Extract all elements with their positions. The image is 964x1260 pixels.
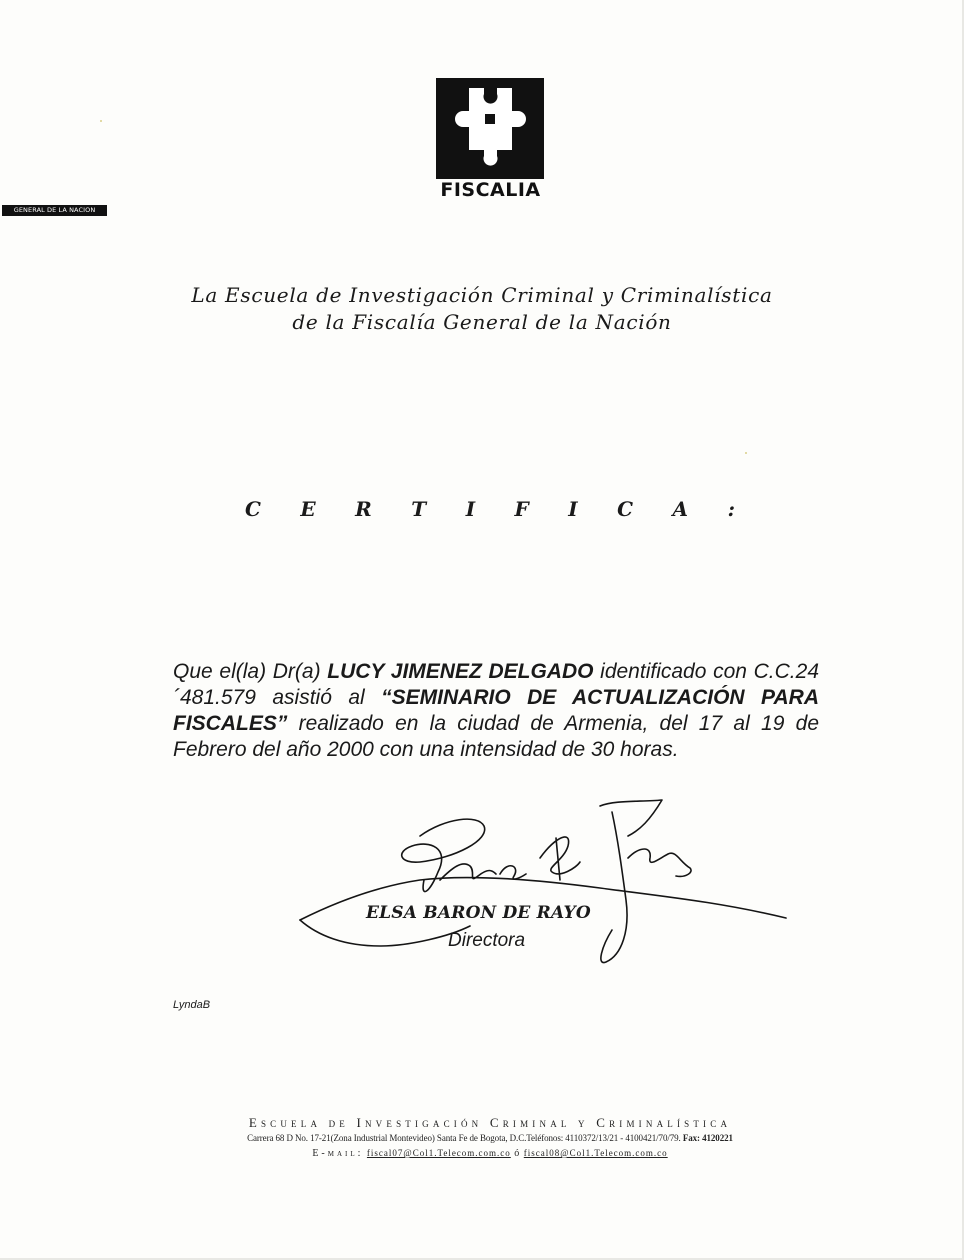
- logo-subtitle: GENERAL DE LA NACION: [2, 205, 107, 216]
- body-intro: Que el(la) Dr(a): [173, 660, 328, 683]
- certifica-letter: :: [727, 497, 735, 521]
- signer-name: ELSA BARON DE RAYO: [366, 903, 591, 923]
- paper-speck: [745, 452, 747, 454]
- email-link-1[interactable]: fiscal07@Col1.Telecom.com.co: [366, 1148, 511, 1158]
- institution-heading: [100, 282, 864, 336]
- footer-email-label: E-mail:: [312, 1148, 364, 1159]
- certifica-letter: T: [411, 497, 427, 521]
- body-id-text: identificado con C.C.24´481.579 asistió al: [173, 660, 820, 709]
- body-details: realizado en la ciudad de Armenia, del 17 al 19 de Febrero del año 2000 con una intensidad de 30 horas.: [173, 712, 819, 761]
- paper-speck: [100, 120, 102, 122]
- footer-email: [140, 1146, 840, 1161]
- footer-address-text: Carrera 68 D No. 17-21(Zona Industrial Montevideo) Santa Fe de Bogota, D.C.Teléfonos: 4110372/13/21 - 4100421/70/79.: [247, 1133, 681, 1143]
- footer-address: [140, 1131, 840, 1146]
- certifica-letter: C: [617, 497, 634, 521]
- footer-fax: Fax: 4120221: [682, 1133, 733, 1143]
- heading-line-2: de la Fiscalía General de la Nación: [292, 310, 672, 334]
- certifica-letter: R: [355, 497, 372, 521]
- footer-title: Escuela de Investigación Criminal y Criminalística: [248, 1115, 732, 1130]
- email-link-2[interactable]: fiscal08@Col1.Telecom.com.co: [523, 1148, 668, 1158]
- certifica-letter: F: [514, 497, 529, 521]
- email-separator: ó: [510, 1148, 524, 1159]
- certifica-letter: I: [568, 497, 578, 521]
- certifica-title: [245, 496, 735, 522]
- seminar-title: “SEMINARIO DE ACTUALIZACIÓN PARA FISCALES”: [173, 686, 819, 735]
- certifica-letter: A: [672, 497, 689, 521]
- signer-role: Directora: [448, 930, 526, 951]
- footer: [140, 1114, 840, 1161]
- attendee-name: LUCY JIMENEZ DELGADO: [327, 660, 594, 683]
- heading-line-1: La Escuela de Investigación Criminal y Criminalística: [191, 283, 773, 307]
- certifica-letter: E: [300, 497, 316, 521]
- logo-name: FISCALIA: [440, 179, 541, 201]
- certifica-letter: C: [245, 497, 261, 521]
- typist-initials: LyndaB: [173, 999, 211, 1011]
- certifica-letter: I: [465, 497, 476, 521]
- certificate-body: [173, 659, 819, 763]
- fiscalia-logo: [436, 78, 545, 216]
- puzzle-piece-icon: [436, 78, 544, 179]
